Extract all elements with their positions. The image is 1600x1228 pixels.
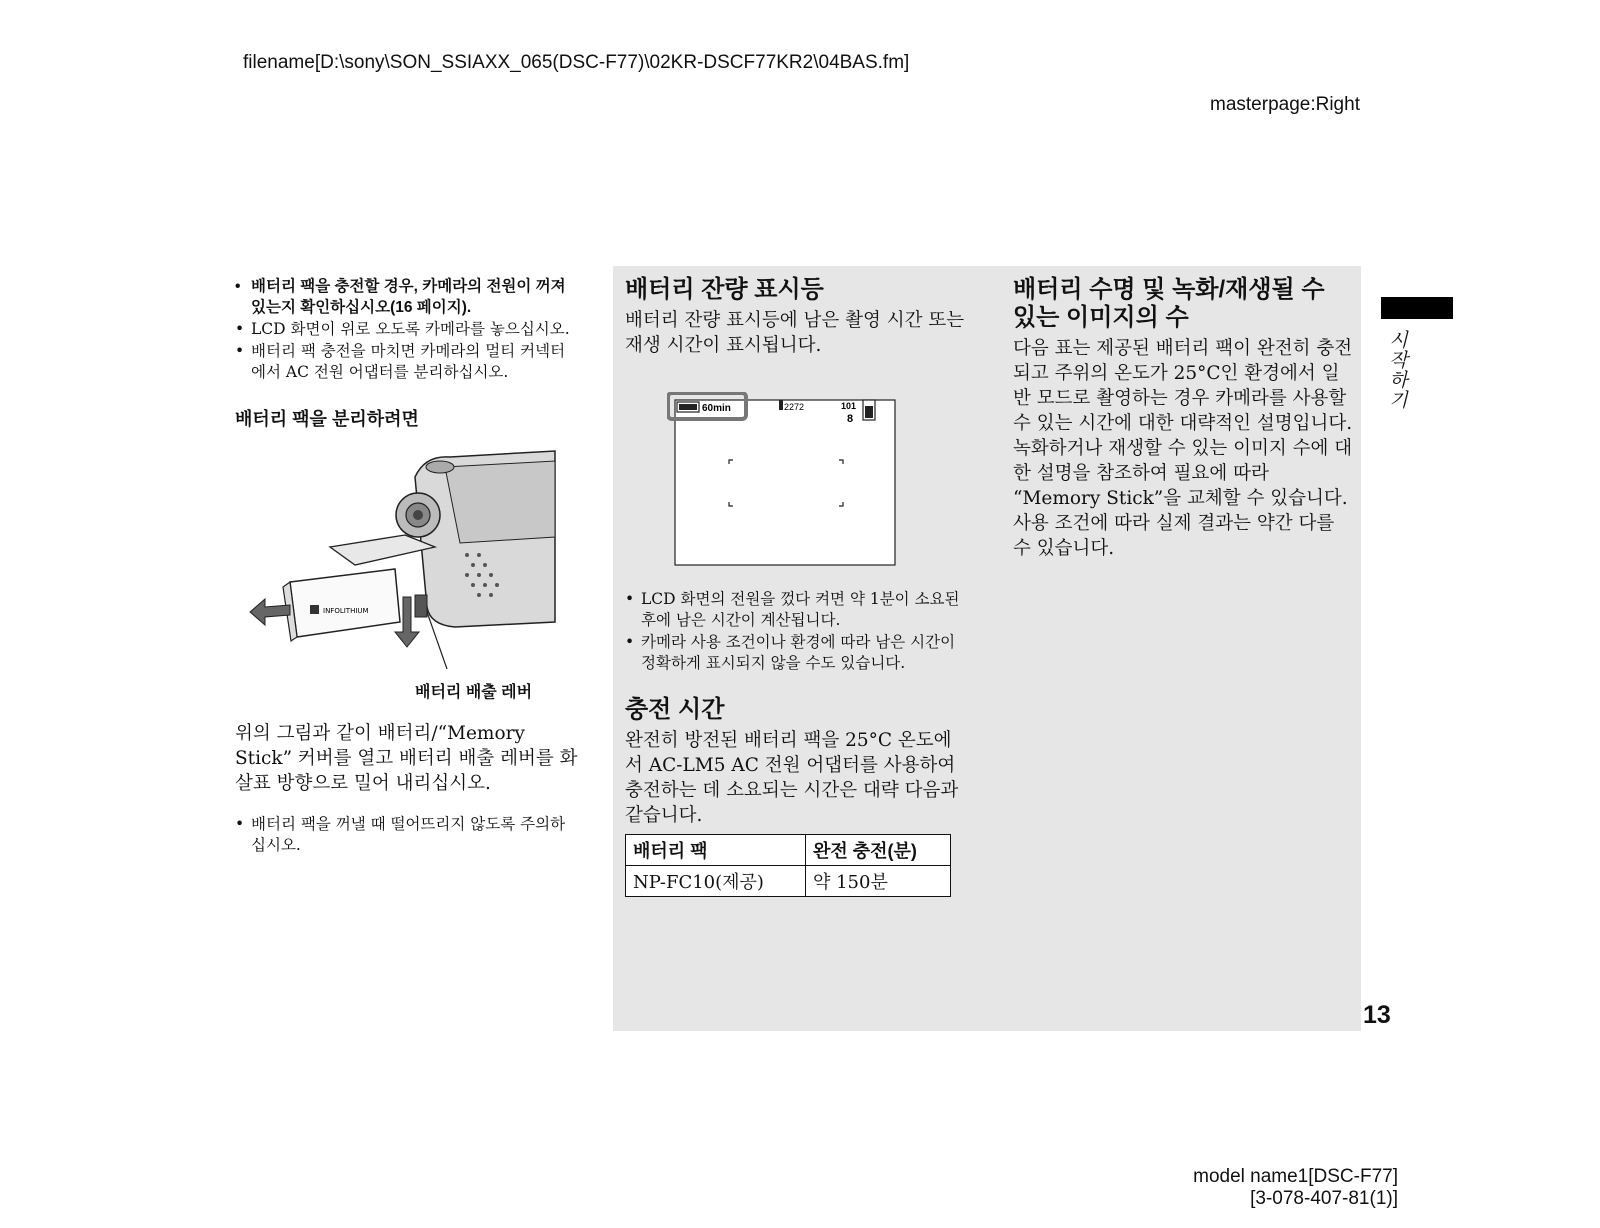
list-item: • 배터리 팩 충전을 마치면 카메라의 멀티 커넥터에서 AC 전원 어댑터를 분리하십시오. [235,341,580,383]
eject-lever-caption: 배터리 배출 레버 [415,684,533,701]
masterpage-label: masterpage:Right [1210,94,1360,115]
list-item: • LCD 화면이 위로 오도록 카메라를 놓으십시오. [235,319,580,340]
middle-column [625,276,965,897]
list-item: • LCD 화면의 전원을 껐다 켜면 약 1분이 소요된 후에 남은 시간이 계산됩니다. [625,589,965,631]
battery-label: INFOLITHIUM [323,607,369,615]
remove-battery-paragraph: 위의 그림과 같이 배터리/“Memory Stick” 커버를 열고 배터리 배출 레버를 화살표 방향으로 밀어 내리십시오. [235,723,578,794]
folder-number: 101 [841,401,857,411]
list-item: • 배터리 팩을 꺼낼 때 떨어뜨리지 않도록 주의하십시오. [235,814,580,856]
image-count: 8 [847,413,854,425]
side-tab-bar [1381,297,1453,319]
filename-header: filename[D:\sony\SON_SSIAXX_065(DSC-F77)\02KR-DSCF77KR2\04BAS.fm] [243,52,910,73]
charging-time-table [625,834,951,897]
table-cell: NP-FC10(제공) [626,866,806,897]
side-tab-label: 시작하기 [1386,330,1407,410]
right-column [1013,276,1353,561]
battery-life-heading: 배터리 수명 및 녹화/재생될 수 있는 이미지의 수 [1013,276,1325,331]
page-number: 13 [1363,1001,1391,1029]
table-header-row [626,835,951,866]
charging-time-heading: 충전 시간 [625,696,725,723]
table-cell: 약 150분 [806,866,951,897]
battery-time: 60min [702,403,731,414]
left-bullet-list [235,276,580,383]
battery-indicator-heading: 배터리 잔량 표시등 [625,276,824,303]
lcd-screen [667,392,897,567]
table-header: 배터리 팩 [626,835,806,866]
battery-indicator-paragraph: 배터리 잔량 표시등에 남은 촬영 시간 또는 재생 시간이 표시됩니다. [625,310,965,356]
battery-removal-illustration [235,447,580,701]
charging-time-paragraph: 완전히 방전된 배터리 팩을 25°C 온도에서 AC-LM5 AC 전원 어댑터를 사용하여 충전하는 데 소요되는 시간은 대략 다음과 같습니다. [625,730,959,826]
left-column [235,276,580,857]
table-row [626,866,951,897]
battery-life-paragraph: 다음 표는 제공된 배터리 팩이 완전히 충전되고 주위의 온도가 25°C인 환경에서 일반 모드로 촬영하는 경우 카메라를 사용할 수 있는 시간에 대한 대략적인 설명입니다. 녹화하거나 재생할 수 있는 이미지 수에 대한 설명을 참조하여 필요에 따라 “Memory Stick”을 교체할 수 있습니다. 사용 조건에 따라 실제 결과는 약간 다를 수 있습니다. [1013,338,1353,559]
left-note-list [235,814,580,856]
table-header: 완전 충전(분) [806,835,951,866]
image-size: 2272 [784,402,805,412]
middle-bullet-list [625,589,965,674]
model-name-line: model name1[DSC-F77] [1193,1166,1398,1187]
list-item: • 카메라 사용 조건이나 환경에 따라 남은 시간이 정확하게 표시되지 않을 수도 있습니다. [625,632,965,674]
remove-battery-subheading: 배터리 팩을 분리하려면 [235,409,419,429]
lcd-screen-diagram [667,392,897,567]
list-item: • 배터리 팩을 충전할 경우, 카메라의 전원이 꺼져 있는지 확인하십시오(16 페이지). [235,276,580,318]
model-code-line: [3-078-407-81(1)] [1250,1188,1398,1209]
camera-illustration [235,447,580,677]
